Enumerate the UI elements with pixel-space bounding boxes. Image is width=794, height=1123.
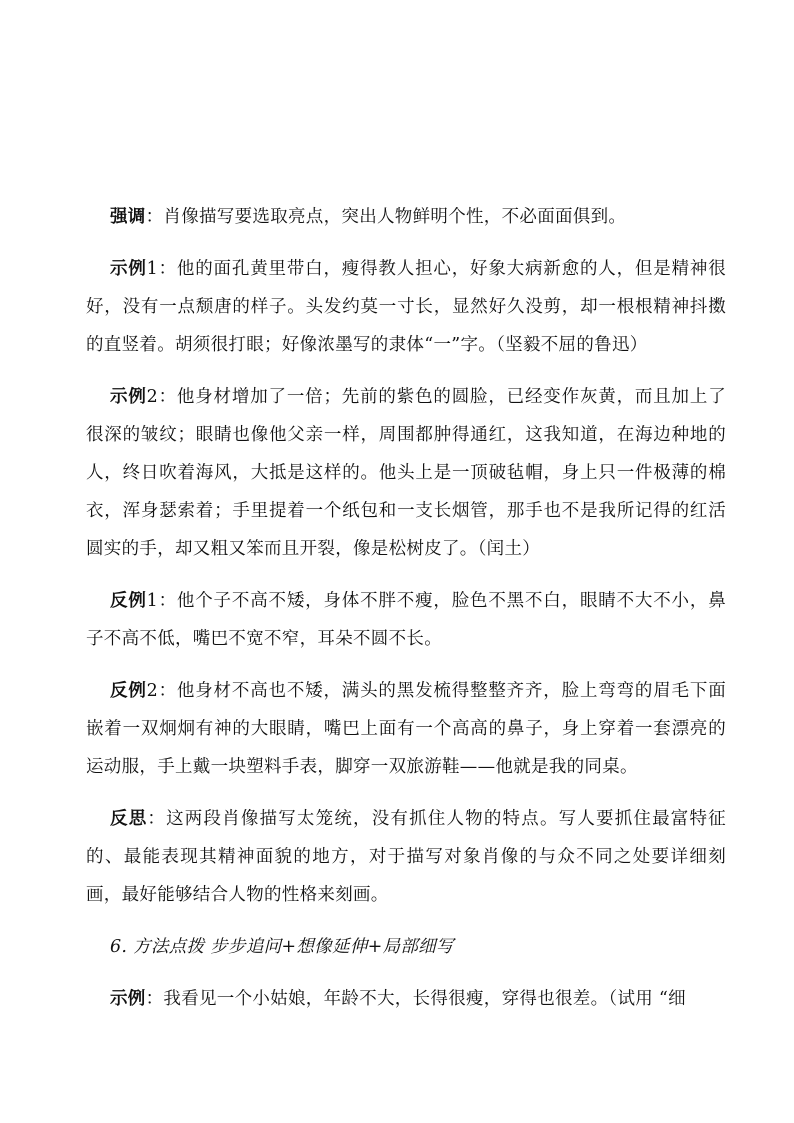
paragraph-label: 示例	[110, 387, 147, 407]
paragraph-label: 强调	[110, 207, 146, 227]
paragraph-example-2	[86, 378, 726, 568]
paragraph-text: 2：他身材增加了一倍；先前的紫色的圆脸，已经变作灰黄，而且加上了很深的皱纹；眼睛也像他父亲一样，周围都肿得通红，这我知道，在海边种地的人，终日吹着海风，大抵是这样的。他头上是一顶破毡帽，身上只一件极薄的棉衣，浑身瑟索着；手里提着一个纸包和一支长烟管，那手也不是我所记得的红活圆实的手，却又粗又笨而且开裂，像是松树皮了。（闰土）	[86, 387, 726, 559]
paragraph-last-example	[86, 980, 726, 1018]
paragraph-label: 示例	[110, 989, 146, 1009]
paragraph-counter-example-2	[86, 672, 726, 786]
paragraph-example-1	[86, 250, 726, 364]
paragraph-text: ：这两段肖像描写太笼统，没有抓住人物的特点。写人要抓住最富特征的、最能表现其精神面貌的地方，对于描写对象肖像的与众不同之处要详细刻画，最好能够结合人物的性格来刻画。	[86, 809, 726, 905]
paragraph-text: 1：他个子不高不矮，身体不胖不瘦，脸色不黑不白，眼睛不大不小，鼻子不高不低，嘴巴不宽不窄，耳朵不圆不长。	[86, 591, 726, 649]
paragraph-emphasis	[86, 198, 726, 236]
paragraph-text: 1：他的面孔黄里带白，瘦得教人担心，好象大病新愈的人，但是精神很好，没有一点颓唐的样子。头发约莫一寸长，显然好久没剪，却一根根精神抖擞的直竖着。胡须很打眼；好像浓墨写的隶体“一”字。（坚毅不屈的鲁迅）	[86, 259, 726, 355]
paragraph-label: 反思	[110, 809, 148, 829]
paragraph-label: 反例	[110, 681, 147, 701]
paragraph-text: ：肖像描写要选取亮点，突出人物鲜明个性，不必面面俱到。	[145, 207, 627, 227]
paragraph-text: ：我看见一个小姑娘，年龄不大，长得很瘦，穿得也很差。（试用 “细	[145, 989, 686, 1009]
paragraph-counter-example-1	[86, 582, 726, 658]
method-heading: 6. 方法点拨 步步追问+想像延伸+局部细写	[110, 937, 454, 957]
paragraph-text: 2：他身材不高也不矮，满头的黑发梳得整整齐齐，脸上弯弯的眉毛下面嵌着一双炯炯有神的大眼睛，嘴巴上面有一个高高的鼻子，身上穿着一套漂亮的运动服，手上戴一块塑料手表，脚穿一双旅游鞋——他就是我的同桌。	[86, 681, 726, 777]
paragraph-label: 示例	[110, 259, 147, 279]
paragraph-label: 反例	[110, 591, 147, 611]
document-body	[86, 198, 726, 1032]
paragraph-reflection	[86, 800, 726, 914]
